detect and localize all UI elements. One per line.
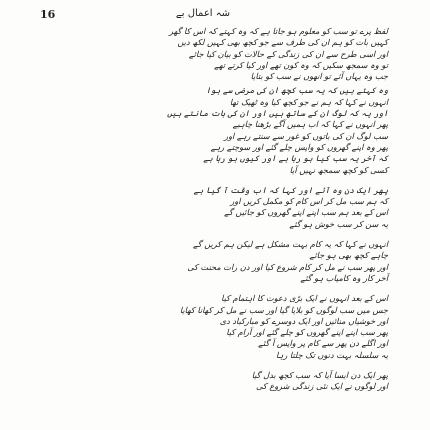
page-header bbox=[40, 8, 390, 26]
paragraph: پھر ایک دن وہ آئے اور کہا کہ اب وقت آ گیا ہے کہ ہم سب مل کر اس کام کو مکمل کریں اور اس کے بعد ہم سب اپنے اپنے گھروں کو جائیں گے یہ سن کر سب خوش ہو گئے bbox=[193, 184, 388, 229]
paragraph: وہ کہتے ہیں کہ یہ سب کچھ ان کی مرضی سے ہوا انہوں نے کہا کہ ہم نے جو کچھ کیا وہ ٹھیک تھا اور یہ کہ لوگ ان کے ساتھ ہیں اور ان کی بات مانتے ہیں پھر انہوں نے کہا کہ اب ہمیں آگے بڑھنا چاہیے سب لوگ ان کی باتوں کو غور سے سنتے رہے اور پھر وہ اپنے گھروں کو واپس چلے گئے اور سوچتے رہے کہ آخر یہ سب کیا ہو رہا ہے اور کیوں ہو رہا ہے کسی کو کچھ سمجھ نہیں آیا bbox=[167, 85, 388, 175]
paragraph: لفظ پرے تو سب کو معلوم ہو جاتا ہے کہ وہ کہتے کہ اس کا گھر کہیں بات کو ہم ان کی طرف سے جو کچھ بھی کہیں لکھ دیں اور اسی طرح سے ان کی زندگی کے حالات کو بیان کیا جائے تو وہ سمجھ سکیں کہ وہ کون تھے اور کیا کرتے تھے جب وہ یہاں آئے تو انھوں نے سب کو بتایا bbox=[169, 26, 388, 82]
body-text bbox=[44, 26, 388, 393]
paragraph: پھر ایک دن ایسا آیا کہ سب کچھ بدل گیا اور لوگوں نے ایک نئی زندگی شروع کی bbox=[251, 370, 388, 392]
paragraph: اس کے بعد انہوں نے ایک بڑی دعوت کا اہتمام کیا جس میں سب لوگوں کو بلایا گیا اور سب نے مل کر کھانا کھایا اور خوشیاں منائیں اور ایک دوسرے کو مبارکباد دی پھر سب اپنے اپنے گھروں کو چلے گئے اور آرام کیا اور اگلے دن پھر سے کام پر واپس آ گئے یہ سلسلہ بہت دنوں تک چلتا رہا bbox=[179, 293, 388, 360]
paragraph: انہوں نے کہا کہ یہ کام بہت مشکل ہے لیکن ہم کریں گے چاہے کچھ بھی ہو جائے اور پھر سب نے مل کر کام شروع کیا اور دن رات محنت کی آخر کار وہ کامیاب ہو گئے bbox=[187, 239, 388, 283]
running-title: شہ اعمال بے bbox=[175, 8, 230, 19]
page-number: 16 bbox=[40, 8, 56, 21]
